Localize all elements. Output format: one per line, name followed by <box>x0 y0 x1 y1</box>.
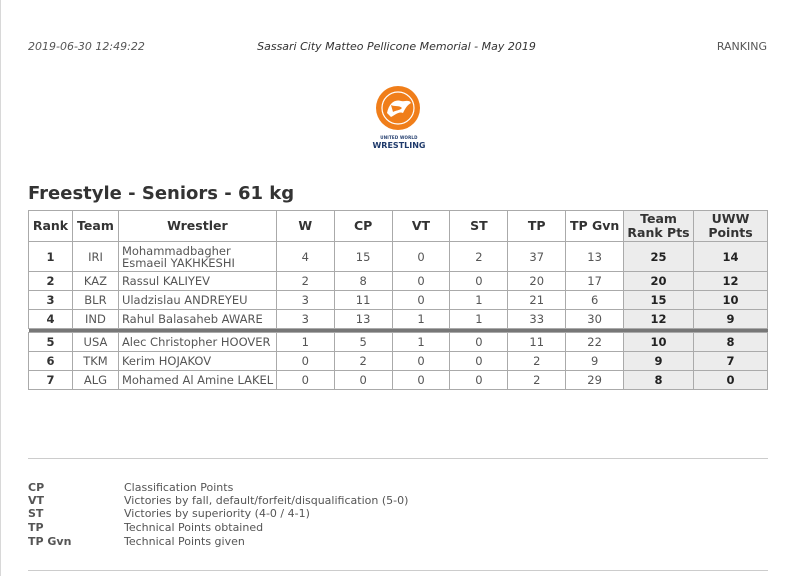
vt-cell: 0 <box>392 242 450 272</box>
w-cell: 0 <box>276 352 334 371</box>
tp-cell: 21 <box>508 291 566 310</box>
wrestler-cell: Rassul KALIYEV <box>118 272 276 291</box>
table-header-row <box>29 211 768 242</box>
w-cell: 1 <box>276 333 334 352</box>
vt-cell: 1 <box>392 310 450 329</box>
w-cell: 3 <box>276 291 334 310</box>
table-row <box>29 371 768 390</box>
team-cell: BLR <box>72 291 118 310</box>
col-rank: Rank <box>29 211 73 242</box>
tp-gvn-cell: 30 <box>566 310 624 329</box>
rank-cell: 6 <box>29 352 73 371</box>
w-cell: 4 <box>276 242 334 272</box>
cp-cell: 8 <box>334 272 392 291</box>
legend-code-cp: CP <box>28 481 45 494</box>
st-cell: 0 <box>450 352 508 371</box>
uww-points-cell: 9 <box>693 310 767 329</box>
legend-code-st: ST <box>28 507 44 520</box>
cp-cell: 13 <box>334 310 392 329</box>
table-row <box>29 291 768 310</box>
wrestler-cell: Kerim HOJAKOV <box>118 352 276 371</box>
col-team-rank-pts-line2: Rank Pts <box>627 225 690 240</box>
wrestler-name-line1: Mohammadbagher <box>121 243 231 258</box>
team-cell: USA <box>72 333 118 352</box>
logo-subtitle: UNITED WORLD <box>380 135 418 140</box>
st-cell: 1 <box>450 291 508 310</box>
col-uww-points <box>693 211 767 242</box>
vt-cell: 0 <box>392 291 450 310</box>
cp-cell: 2 <box>334 352 392 371</box>
team-cell: ALG <box>72 371 118 390</box>
wrestler-cell: Mohamed Al Amine LAKEL <box>118 371 276 390</box>
w-cell: 2 <box>276 272 334 291</box>
w-cell: 3 <box>276 310 334 329</box>
legend-top-divider <box>28 458 768 459</box>
tp-gvn-cell: 6 <box>566 291 624 310</box>
team-cell: KAZ <box>72 272 118 291</box>
legend-code-vt: VT <box>28 494 45 507</box>
st-cell: 0 <box>450 272 508 291</box>
team-rank-pts-cell: 12 <box>624 310 694 329</box>
wrestler-cell <box>118 242 276 272</box>
col-uww-points-line1: UWW <box>711 211 750 226</box>
st-cell: 1 <box>450 310 508 329</box>
table-row <box>29 272 768 291</box>
legend-desc-vt: Victories by fall, default/forfeit/disqualification (5-0) <box>124 494 409 507</box>
wrestler-cell: Uladzislau ANDREYEU <box>118 291 276 310</box>
tp-gvn-cell: 29 <box>566 371 624 390</box>
table-row <box>29 310 768 329</box>
legend-desc-tp-gvn: Technical Points given <box>124 535 245 548</box>
team-rank-pts-cell: 20 <box>624 272 694 291</box>
col-wrestler: Wrestler <box>118 211 276 242</box>
col-st: ST <box>450 211 508 242</box>
logo-wordmark: WRESTLING <box>372 141 426 150</box>
tp-cell: 2 <box>508 371 566 390</box>
legend-code-tp-gvn: TP Gvn <box>28 535 72 548</box>
vt-cell: 0 <box>392 371 450 390</box>
legend-code-tp: TP <box>28 521 44 534</box>
col-team-rank-pts <box>624 211 694 242</box>
vt-cell: 0 <box>392 272 450 291</box>
uww-points-cell: 7 <box>693 352 767 371</box>
table-row <box>29 352 768 371</box>
uww-points-cell: 10 <box>693 291 767 310</box>
team-cell: IRI <box>72 242 118 272</box>
col-team-rank-pts-line1: Team <box>640 211 677 226</box>
report-datetime: 2019-06-30 12:49:22 <box>28 40 145 53</box>
legend-desc-cp: Classification Points <box>124 481 234 494</box>
col-tp: TP <box>508 211 566 242</box>
legend-bottom-divider <box>28 570 768 571</box>
table-row <box>29 242 768 272</box>
team-rank-pts-cell: 15 <box>624 291 694 310</box>
st-cell: 2 <box>450 242 508 272</box>
w-cell: 0 <box>276 371 334 390</box>
tp-cell: 20 <box>508 272 566 291</box>
col-vt: VT <box>392 211 450 242</box>
st-cell: 0 <box>450 333 508 352</box>
tp-gvn-cell: 17 <box>566 272 624 291</box>
cp-cell: 15 <box>334 242 392 272</box>
team-rank-pts-cell: 10 <box>624 333 694 352</box>
tp-cell: 11 <box>508 333 566 352</box>
section-label: RANKING <box>716 40 767 53</box>
cp-cell: 0 <box>334 371 392 390</box>
col-team: Team <box>72 211 118 242</box>
team-rank-pts-cell: 25 <box>624 242 694 272</box>
wrestler-cell: Rahul Balasaheb AWARE <box>118 310 276 329</box>
legend-desc-tp: Technical Points obtained <box>124 521 264 534</box>
uww-points-cell: 14 <box>693 242 767 272</box>
event-title: Sassari City Matteo Pellicone Memorial - May 2019 <box>257 40 536 53</box>
legend-desc-st: Victories by superiority (4-0 / 4-1) <box>124 507 310 520</box>
tp-gvn-cell: 13 <box>566 242 624 272</box>
col-cp: CP <box>334 211 392 242</box>
cp-cell: 5 <box>334 333 392 352</box>
category-title: Freestyle - Seniors - 61 kg <box>28 183 295 204</box>
uww-points-cell: 0 <box>693 371 767 390</box>
team-rank-pts-cell: 8 <box>624 371 694 390</box>
rank-cell: 7 <box>29 371 73 390</box>
wrestler-cell: Alec Christopher HOOVER <box>118 333 276 352</box>
team-cell: TKM <box>72 352 118 371</box>
rank-cell: 4 <box>29 310 73 329</box>
rank-cell: 5 <box>29 333 73 352</box>
vt-cell: 0 <box>392 352 450 371</box>
team-rank-pts-cell: 9 <box>624 352 694 371</box>
col-w: W <box>276 211 334 242</box>
uww-logo <box>369 85 429 155</box>
rank-cell: 1 <box>29 242 73 272</box>
st-cell: 0 <box>450 371 508 390</box>
tp-cell: 2 <box>508 352 566 371</box>
rank-cell: 2 <box>29 272 73 291</box>
cp-cell: 11 <box>334 291 392 310</box>
tp-cell: 37 <box>508 242 566 272</box>
wrestler-name-line2: Esmaeil YAKHKESHI <box>121 255 235 270</box>
uww-points-cell: 8 <box>693 333 767 352</box>
ranking-table <box>28 210 768 390</box>
table-row <box>29 333 768 352</box>
team-cell: IND <box>72 310 118 329</box>
left-page-border <box>0 0 1 576</box>
tp-gvn-cell: 22 <box>566 333 624 352</box>
tp-cell: 33 <box>508 310 566 329</box>
col-tp-gvn: TP Gvn <box>566 211 624 242</box>
vt-cell: 1 <box>392 333 450 352</box>
rank-cell: 3 <box>29 291 73 310</box>
col-uww-points-line2: Points <box>708 225 753 240</box>
tp-gvn-cell: 9 <box>566 352 624 371</box>
uww-emblem-icon <box>369 85 429 135</box>
uww-points-cell: 12 <box>693 272 767 291</box>
